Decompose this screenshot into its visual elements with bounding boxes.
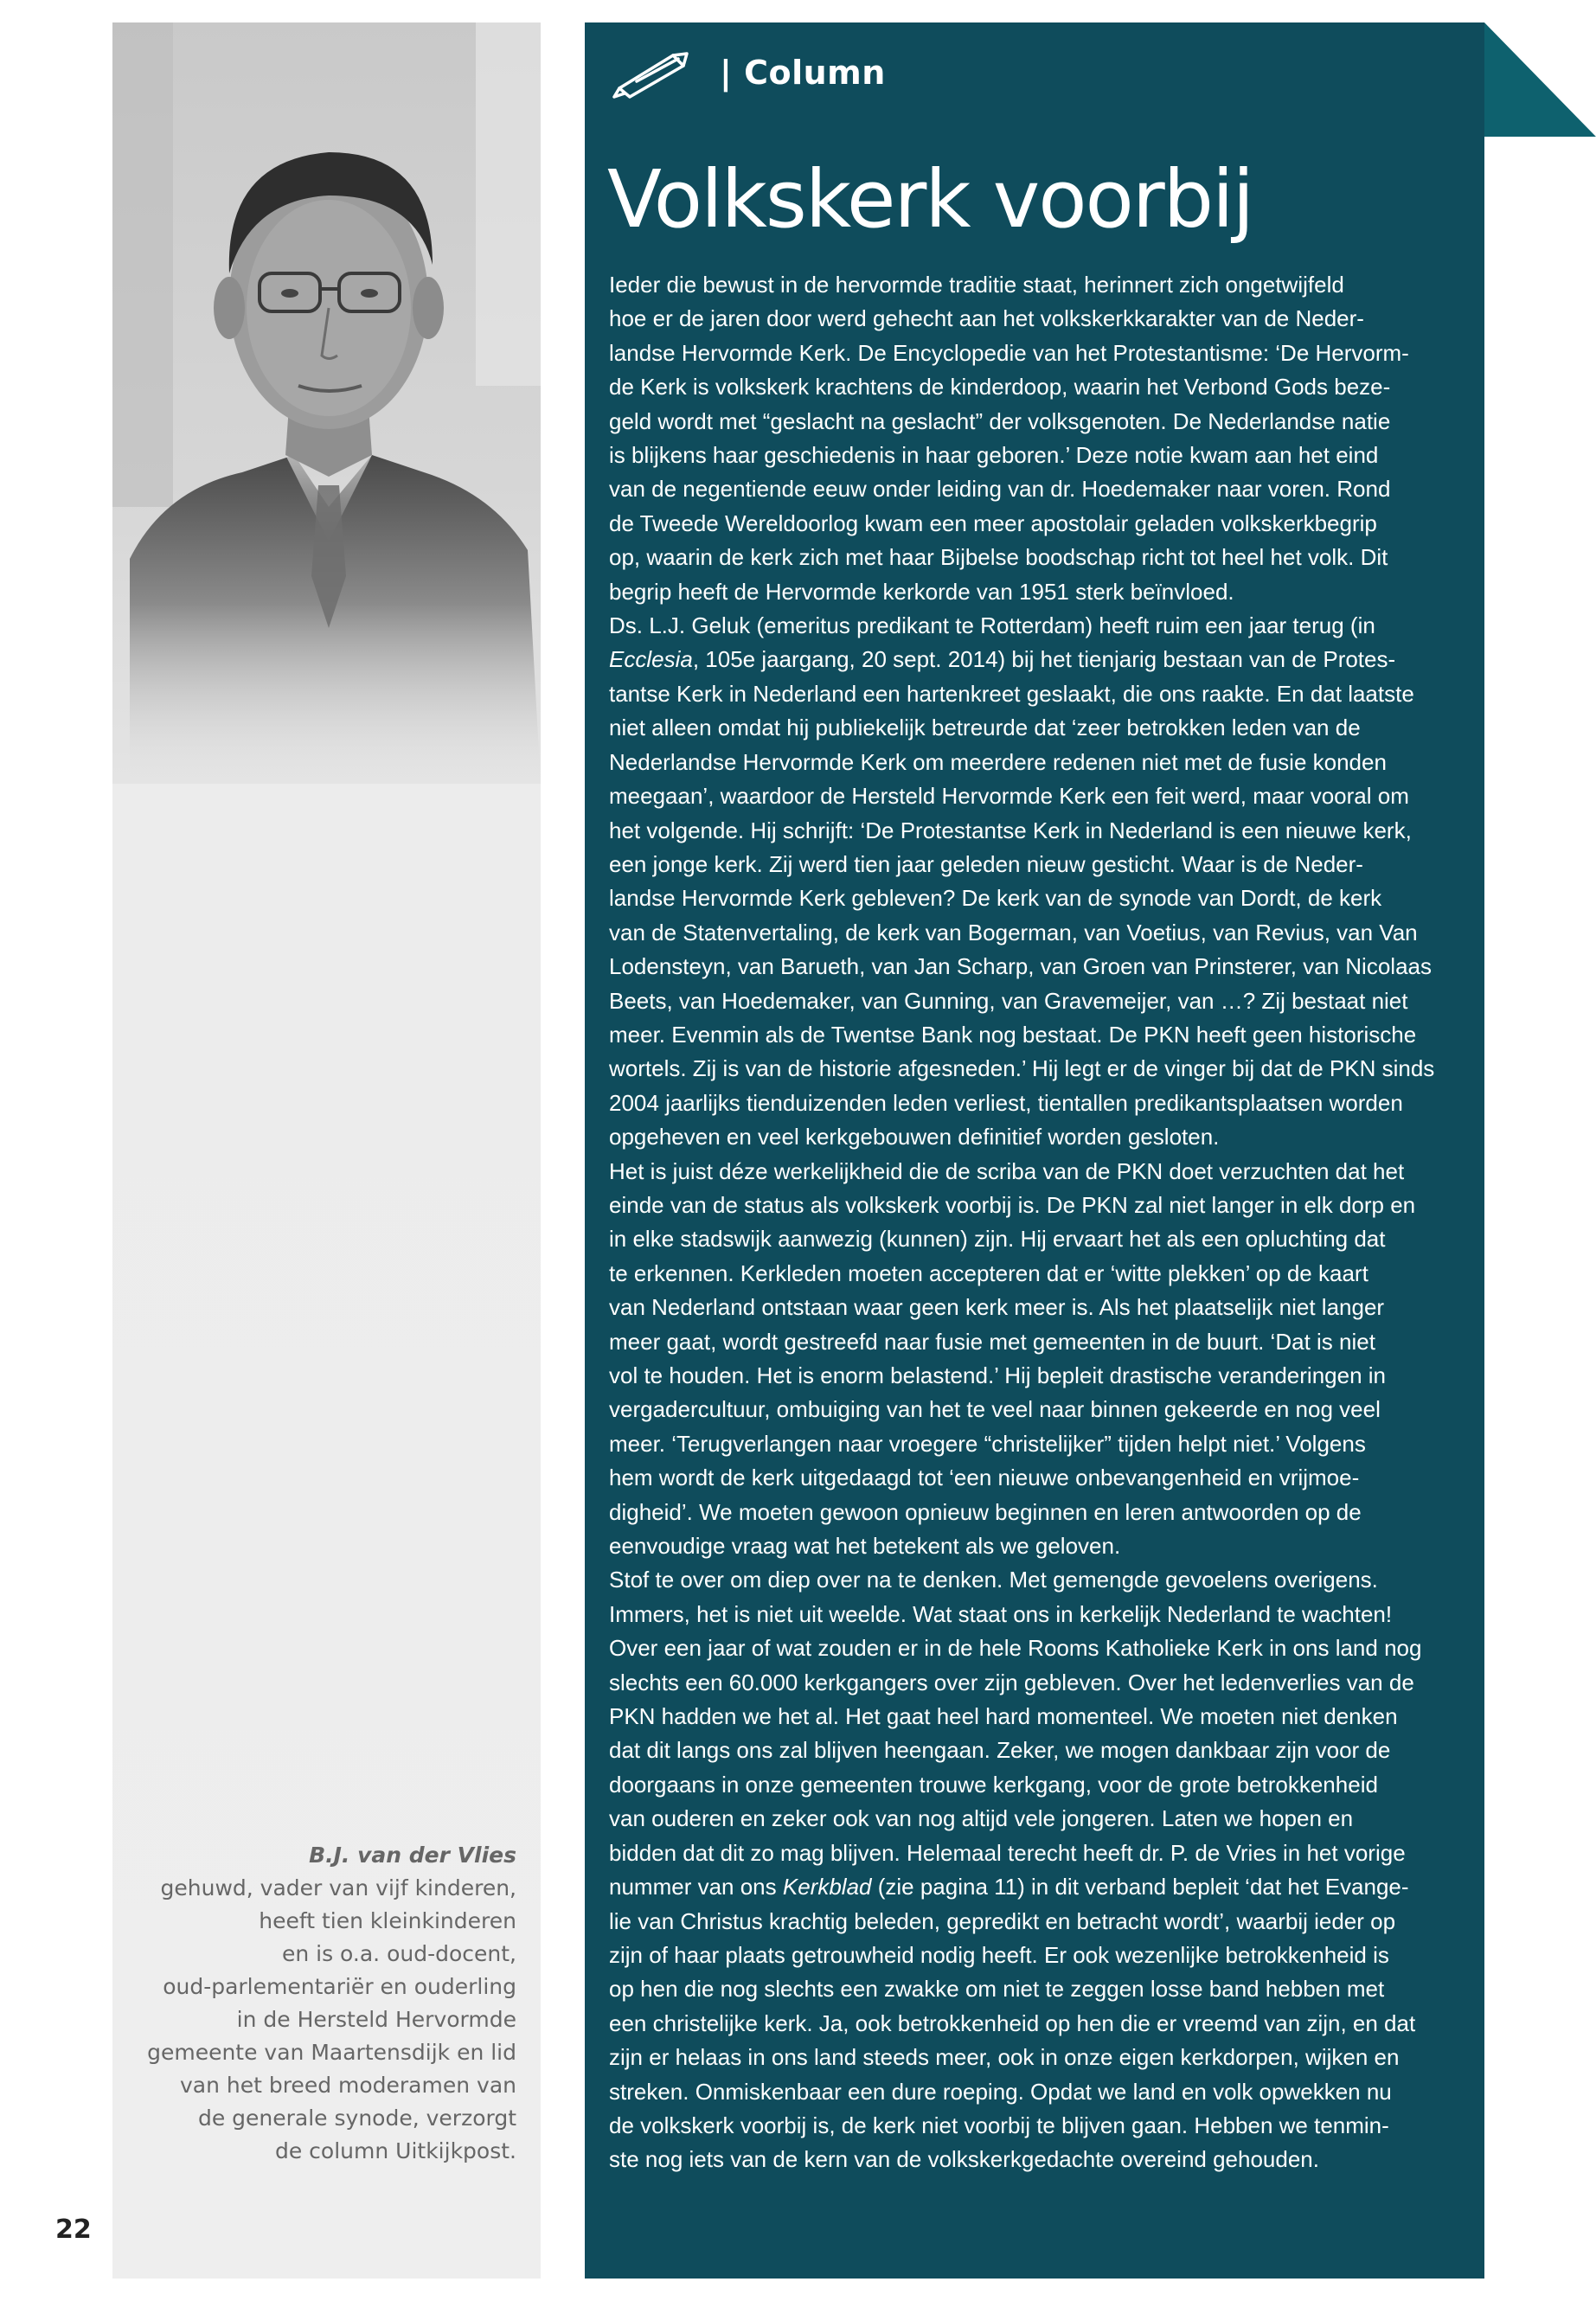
body-line: Ieder die bewust in de hervormde traditie staat, herinnert zich ongetwijfeld: [609, 272, 1344, 298]
body-line: hem wordt de kerk uitgedaagd tot ‘een nieuwe onbevangenheid en vrijmoe-: [609, 1465, 1360, 1491]
author-portrait: [112, 22, 541, 784]
author-bio-line: gehuwd, vader van vijf kinderen,: [160, 1875, 516, 1900]
body-line: van de Statenvertaling, de kerk van Bogerman, van Voetius, van Revius, van Van: [609, 919, 1418, 945]
body-line: PKN hadden we het al. Het gaat heel hard momenteel. We moeten niet denken: [609, 1703, 1398, 1730]
body-line: Nederlandse Hervormde Kerk om meerdere redenen niet met de fusie konden: [609, 748, 1387, 775]
body-line: nummer van ons Kerkblad (zie pagina 11) in dit verband bepleit ‘dat het Evange-: [609, 1874, 1409, 1900]
author-name: B.J. van der Vlies: [309, 1843, 516, 1868]
body-line: een christelijke kerk. Ja, ook betrokkenheid op hen die er vreemd van zijn, en dat: [609, 2009, 1416, 2036]
section-label: | Column: [720, 54, 886, 92]
body-line: meer. ‘Terugverlangen naar vroegere “christelijker” tijden helpt niet.’ Volgens: [609, 1430, 1366, 1457]
author-bio-line: van het breed moderamen van: [179, 2073, 516, 2098]
body-line: landse Hervormde Kerk gebleven? De kerk van de synode van Dordt, de kerk: [609, 885, 1382, 912]
author-column: [112, 22, 541, 2279]
body-line: ste nog iets van de kern van de volkskerkgedachte overeind gehouden.: [609, 2146, 1319, 2173]
body-line: Beets, van Hoedemaker, van Gunning, van Gravemeijer, van …? Zij bestaat niet: [609, 987, 1408, 1014]
body-line: Het is juist déze werkelijkheid die de scriba van de PKN doet verzuchten dat het: [609, 1157, 1405, 1184]
body-line: landse Hervormde Kerk. De Encyclopedie van het Protestantisme: ‘De Hervorm-: [609, 339, 1409, 366]
body-line: Stof te over om diep over na te denken. Met gemengde gevoelens overigens.: [609, 1567, 1378, 1593]
author-bio-line: heeft tien kleinkinderen: [259, 1908, 516, 1933]
body-line: niet alleen omdat hij publiekelijk betreurde dat ‘zeer betrokken leden van de: [609, 715, 1361, 741]
section-header: [611, 47, 886, 99]
body-line: Over een jaar of wat zouden er in de hele Rooms Katholieke Kerk in ons land nog: [609, 1635, 1422, 1662]
body-line: zijn of haar plaats getrouwheid nodig heeft. Er ook wezenlijke betrokkenheid is: [609, 1941, 1389, 1968]
body-line: op hen die nog slechts een zwakke om niet te zeggen losse band hebben met: [609, 1976, 1385, 2003]
body-line: eenvoudige vraag wat het betekent als we geloven.: [609, 1533, 1121, 1560]
article-title: Volkskerk voorbij: [607, 153, 1253, 246]
article-body: [609, 268, 1474, 2177]
body-line: wortels. Zij is van de historie afgesneden.’ Hij legt er de vinger bij dat de PKN sinds: [609, 1055, 1435, 1082]
body-line: Lodensteyn, van Barueth, van Jan Scharp, van Groen van Prinsterer, van Nicolaas: [609, 953, 1432, 980]
body-line: Ds. L.J. Geluk (emeritus predikant te Rotterdam) heeft ruim een jaar terug (in: [609, 612, 1375, 639]
body-line: de volkskerk voorbij is, de kerk niet voorbij te blijven gaan. Hebben we tenmin-: [609, 2112, 1389, 2138]
author-bio-line: in de Hersteld Hervormde: [236, 2007, 516, 2032]
body-line: vol te houden. Het is enorm belastend.’ Hij bepleit drastische veranderingen in: [609, 1362, 1387, 1388]
body-line: op, waarin de kerk zich met haar Bijbelse boodschap richt tot heel het volk. Dit: [609, 544, 1388, 571]
body-line: een jonge kerk. Zij werd tien jaar geleden nieuw gesticht. Waar is de Neder-: [609, 850, 1363, 877]
body-line: van Nederland ontstaan waar geen kerk meer is. Als het plaatselijk niet langer: [609, 1294, 1385, 1321]
column-panel: [585, 22, 1484, 2279]
body-line: Ecclesia, 105e jaargang, 20 sept. 2014) bij het tienjarig bestaan van de Protes-: [609, 646, 1396, 673]
body-line: slechts een 60.000 kerkgangers over zijn gebleven. Over het ledenverlies van de: [609, 1669, 1414, 1695]
author-bio-line: gemeente van Maartensdijk en lid: [147, 2040, 516, 2065]
body-line: doorgaans in onze gemeenten trouwe kerkgang, voor de grote betrokkenheid: [609, 1771, 1378, 1798]
body-line: bidden dat dit zo mag blijven. Helemaal terecht heeft dr. P. de Vries in het vorige: [609, 1839, 1406, 1866]
author-bio-line: de column Uitkijkpost.: [274, 2138, 516, 2163]
author-bio-line: de generale synode, verzorgt: [197, 2106, 516, 2131]
body-line: van ouderen en zeker ook van nog altijd vele jongeren. Laten we hopen en: [609, 1805, 1354, 1832]
body-line: geld wordt met “geslacht na geslacht” der volksgenoten. De Nederlandse natie: [609, 407, 1391, 434]
body-line: meer gaat, wordt gestreefd naar fusie met gemeenten in de buurt. ‘Dat is niet: [609, 1328, 1375, 1355]
body-line: meer. Evenmin als de Twentse Bank nog bestaat. De PKN heeft geen historische: [609, 1021, 1417, 1048]
body-line: te erkennen. Kerkleden moeten accepteren dat er ‘witte plekken’ op de kaart: [609, 1259, 1368, 1286]
body-line: Immers, het is niet uit weelde. Wat staat ons in kerkelijk Nederland te wachten!: [609, 1600, 1393, 1627]
body-line: einde van de status als volkskerk voorbij is. De PKN zal niet langer in elk dorp en: [609, 1191, 1416, 1218]
body-line: streken. Onmiskenbaar een dure roeping. Opdat we land en volk opwekken nu: [609, 2078, 1392, 2105]
body-line: zijn er helaas in ons land steeds meer, ook in onze eigen kerkdorpen, wijken en: [609, 2044, 1400, 2071]
body-line: 2004 jaarlijks tienduizenden leden verliest, tientallen predikantsplaatsen worden: [609, 1089, 1403, 1116]
body-line: digheid’. We moeten gewoon opnieuw beginnen en leren antwoorden op de: [609, 1498, 1362, 1525]
body-line: de Tweede Wereldoorlog kwam een meer apostolair geladen volkskerkbegrip: [609, 510, 1377, 536]
author-caption: [110, 1839, 516, 2168]
body-line: opgeheven en veel kerkgebouwen definitief worden gesloten.: [609, 1124, 1220, 1150]
body-line: begrip heeft de Hervormde kerkorde van 1951 sterk beïnvloed.: [609, 578, 1234, 605]
page-corner-fold: [1484, 22, 1596, 137]
body-line: meegaan’, waardoor de Hersteld Hervormde Kerk een feit werd, maar vooral om: [609, 783, 1409, 810]
body-line: is blijkens haar geschiedenis in haar geboren.’ Deze notie kwam aan het eind: [609, 442, 1379, 469]
body-line: vergadercultuur, ombuiging van het te veel naar binnen gekeerde en nog veel: [609, 1396, 1381, 1423]
body-line: dat dit langs ons zal blijven heengaan. Zeker, we mogen dankbaar zijn voor de: [609, 1737, 1391, 1764]
body-line: tantse Kerk in Nederland een hartenkreet geslaakt, die ons raakte. En dat laatste: [609, 680, 1414, 707]
body-line: hoe er de jaren door werd gehecht aan het volkskerkkarakter van de Neder-: [609, 305, 1364, 332]
body-line: in elke stadswijk aanwezig (kunnen) zijn. Hij ervaart het als een opluchting dat: [609, 1226, 1386, 1253]
body-line: het volgende. Hij schrijft: ‘De Protestantse Kerk in Nederland is een nieuwe kerk,: [609, 817, 1412, 843]
body-line: de Kerk is volkskerk krachtens de kinderdoop, waarin het Verbond Gods beze-: [609, 374, 1391, 401]
pen-icon: [611, 47, 695, 99]
author-bio-line: oud-parlementariër en ouderling: [163, 1974, 516, 1999]
page-number: 22: [55, 2214, 92, 2245]
author-bio-line: en is o.a. oud-docent,: [281, 1941, 516, 1966]
body-line: van de negentiende eeuw onder leiding van dr. Hoedemaker naar voren. Rond: [609, 476, 1391, 503]
body-line: lie van Christus krachtig beleden, gepredikt en betracht wordt’, waarbij ieder op: [609, 1907, 1396, 1934]
